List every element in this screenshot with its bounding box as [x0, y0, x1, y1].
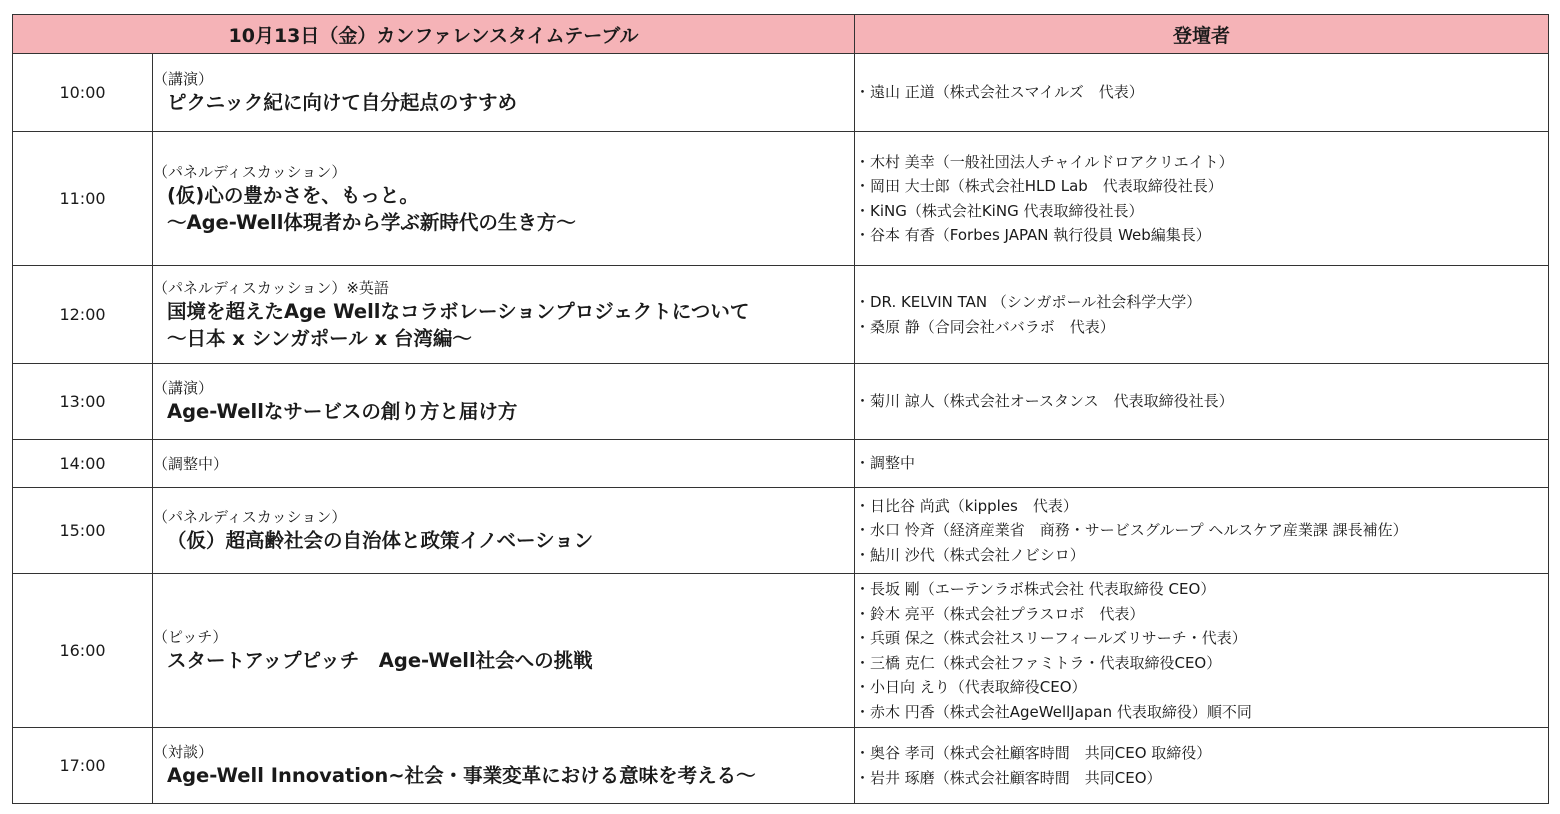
table-row — [13, 54, 1549, 132]
speaker-item: ・鈴木 亮平（株式会社プラスロボ 代表） — [855, 604, 1145, 623]
session-title-line: 国境を超えたAge Wellなコラボレーションプロジェクトについて — [167, 299, 750, 323]
speaker-item: ・日比谷 尚武（kipples 代表） — [855, 496, 1078, 515]
session-time: 10:00 — [13, 54, 153, 132]
speaker-list — [855, 741, 1548, 790]
session-time: 15:00 — [13, 488, 153, 574]
speaker-item: ・調整中 — [855, 454, 916, 473]
session-cell — [153, 440, 855, 488]
speaker-list — [855, 389, 1548, 414]
speakers-cell — [855, 574, 1549, 728]
speaker-item: ・長坂 剛（エーテンラボ株式会社 代表取締役 CEO） — [855, 580, 1216, 598]
speakers-cell — [855, 728, 1549, 804]
speaker-item: ・兵頭 保之（株式会社スリーフィールズリサーチ・代表） — [855, 629, 1247, 647]
speaker-list — [855, 80, 1548, 105]
session-time: 13:00 — [13, 364, 153, 440]
table-row — [13, 728, 1549, 804]
table-row — [13, 440, 1549, 488]
speakers-cell — [855, 440, 1549, 488]
speaker-item: ・木村 美幸（一般社団法人チャイルドロアクリエイト） — [855, 152, 1234, 171]
table-row — [13, 574, 1549, 728]
session-category: （パネルディスカッション） — [153, 508, 347, 526]
speaker-item: ・岩井 琢磨（株式会社顧客時間 共同CEO） — [855, 768, 1162, 787]
session-title-line: Age-Well Innovation~社会・事業変革における意味を考える〜 — [167, 764, 756, 787]
speakers-cell — [855, 54, 1549, 132]
session-category: （ピッチ） — [153, 628, 228, 646]
session-category: （講演） — [153, 379, 214, 397]
session-title-line: 〜Age-Well体現者から学ぶ新時代の生き方〜 — [167, 210, 576, 234]
speaker-item: ・水口 怜斉（経済産業省 商務・サービスグループ ヘルスケア産業課 課長補佐） — [855, 521, 1408, 540]
session-category: （パネルディスカッション）※英語 — [153, 278, 389, 297]
session-category: （講演） — [153, 70, 214, 88]
session-title-line: 〜日本 x シンガポール x 台湾編〜 — [167, 326, 472, 350]
session-title-line: （仮）超高齢社会の自治体と政策イノベーション — [167, 529, 594, 552]
speaker-item: ・DR. KELVIN TAN （シンガポール社会科学大学） — [855, 293, 1202, 311]
session-cell — [153, 132, 855, 266]
speaker-item: ・岡田 大士郎（株式会社HLD Lab 代表取締役社長） — [855, 177, 1223, 195]
speaker-item: ・菊川 諒人（株式会社オースタンス 代表取締役社長） — [855, 392, 1234, 411]
table-row — [13, 266, 1549, 364]
session-category: （対談） — [153, 743, 214, 761]
speaker-item: ・奥谷 孝司（株式会社顧客時間 共同CEO 取締役） — [855, 744, 1212, 762]
session-cell — [153, 54, 855, 132]
speaker-item: ・赤木 円香（株式会社AgeWellJapan 代表取締役）順不同 — [855, 702, 1252, 721]
speaker-item: ・谷本 有香（Forbes JAPAN 執行役員 Web編集長） — [855, 226, 1211, 244]
session-time: 12:00 — [13, 266, 153, 364]
speaker-item: ・KiNG（株式会社KiNG 代表取締役社長） — [855, 201, 1144, 220]
session-cell — [153, 488, 855, 574]
table-row — [13, 488, 1549, 574]
speaker-list — [855, 150, 1548, 248]
session-category: （調整中） — [153, 454, 229, 473]
session-cell — [153, 728, 855, 804]
table-row — [13, 132, 1549, 266]
session-time: 14:00 — [13, 440, 153, 488]
session-title-line: Age-Wellなサービスの創り方と届け方 — [167, 400, 518, 423]
speaker-item: ・遠山 正道（株式会社スマイルズ 代表） — [855, 83, 1144, 102]
session-title-line: ピクニック紀に向けて自分起点のすすめ — [167, 91, 518, 114]
header-timetable-title: 10月13日（金）カンファレンスタイムテーブル — [13, 15, 855, 54]
speaker-item: ・小日向 えり（代表取締役CEO） — [855, 678, 1087, 696]
session-title-line: (仮)心の豊かさを、もっと。 — [167, 183, 419, 207]
speakers-cell — [855, 266, 1549, 364]
speaker-list — [855, 577, 1548, 724]
speaker-item: ・三橋 克仁（株式会社ファミトラ・代表取締役CEO） — [855, 653, 1222, 672]
speaker-list — [855, 290, 1548, 339]
header-speakers: 登壇者 — [855, 15, 1549, 54]
speaker-list — [855, 494, 1548, 568]
session-title-line: スタートアップピッチ Age-Well社会への挑戦 — [167, 649, 593, 672]
table-row — [13, 364, 1549, 440]
session-category: （パネルディスカッション） — [153, 162, 347, 181]
session-time: 16:00 — [13, 574, 153, 728]
speaker-list — [855, 451, 1548, 476]
session-cell — [153, 364, 855, 440]
session-time: 11:00 — [13, 132, 153, 266]
speaker-item: ・鮎川 沙代（株式会社ノビシロ） — [855, 545, 1085, 564]
speakers-cell — [855, 488, 1549, 574]
speaker-item: ・桑原 静（合同会社ババラボ 代表） — [855, 317, 1115, 336]
session-cell — [153, 574, 855, 728]
header-row — [13, 15, 1549, 54]
session-time: 17:00 — [13, 728, 153, 804]
speakers-cell — [855, 132, 1549, 266]
timetable — [12, 14, 1549, 804]
speakers-cell — [855, 364, 1549, 440]
session-cell — [153, 266, 855, 364]
